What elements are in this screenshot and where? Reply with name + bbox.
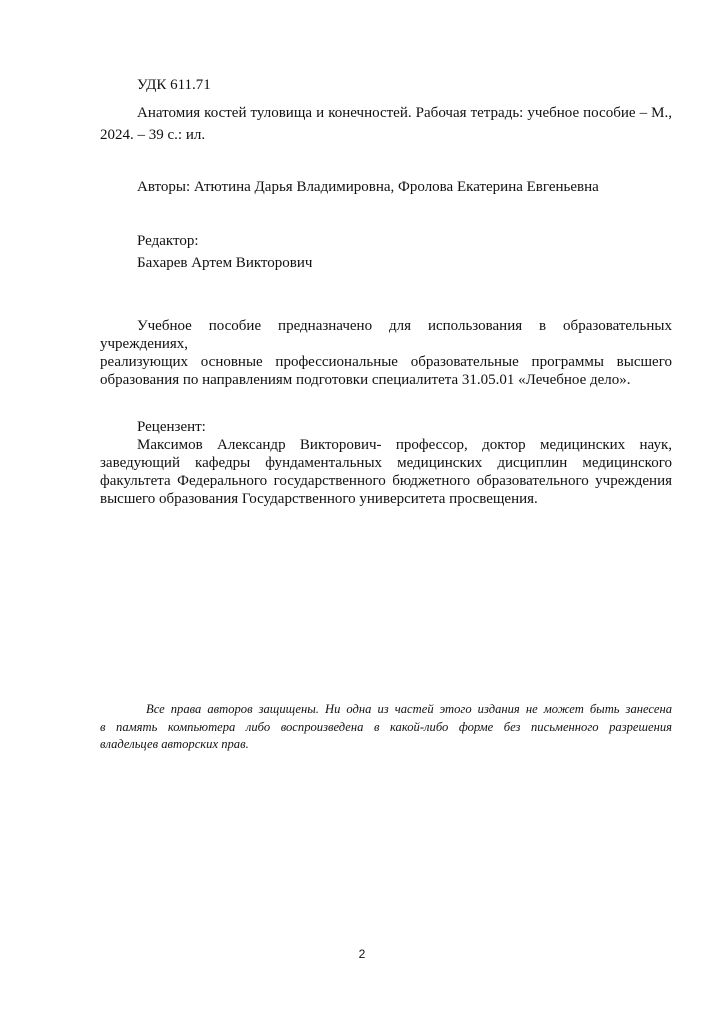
editor-label: Редактор: <box>137 233 199 249</box>
authors-text: Авторы: Атютина Дарья Владимировна, Фролова Екатерина Евгеньевна <box>137 179 599 195</box>
reviewer-line: заведующий кафедры фундаментальных медицинских дисциплин медицинского <box>100 455 672 471</box>
paragraph-line: образования по направлениям подготовки специалитета 31.05.01 «Лечебное дело». <box>100 372 631 388</box>
copyright-line: Все права авторов защищены. Ни одна из частей этого издания не может быть занесена <box>146 702 672 716</box>
editor-block <box>100 232 672 272</box>
editor-name: Бахарев Артем Викторович <box>137 255 313 271</box>
page-number: 2 <box>358 947 366 961</box>
paragraph-line: реализующих основные профессиональные образовательные программы высшего <box>100 354 672 370</box>
reviewer-label: Рецензент: <box>137 419 206 435</box>
authors <box>100 178 672 196</box>
copyright-line: в память компьютера либо воспроизведена в какой-либо форме без письменного разрешения <box>100 719 672 734</box>
bibliography-line: 2024. – 39 с.: ил. <box>100 127 206 143</box>
purpose-paragraph <box>100 317 672 389</box>
reviewer-block <box>100 418 672 508</box>
page-content <box>100 76 672 754</box>
reviewer-line: Максимов Александр Викторович- профессор, доктор медицинских наук, <box>137 437 672 453</box>
reviewer-line: высшего образования Государственного университета просвещения. <box>100 491 538 507</box>
udk-code <box>100 76 672 94</box>
paragraph-line: Учебное пособие предназначено для использования в образовательных учреждениях, <box>100 318 672 352</box>
udk-text: УДК 611.71 <box>137 77 211 93</box>
bibliography-line: Анатомия костей туловища и конечностей. Рабочая тетрадь: учебное пособие – М., <box>137 105 672 121</box>
copyright-line: владельцев авторских прав. <box>100 737 249 751</box>
reviewer-line: факультета Федерального государственного бюджетного образовательного учреждения <box>100 473 672 489</box>
copyright-notice <box>100 701 672 754</box>
bibliographic-description <box>100 104 672 144</box>
